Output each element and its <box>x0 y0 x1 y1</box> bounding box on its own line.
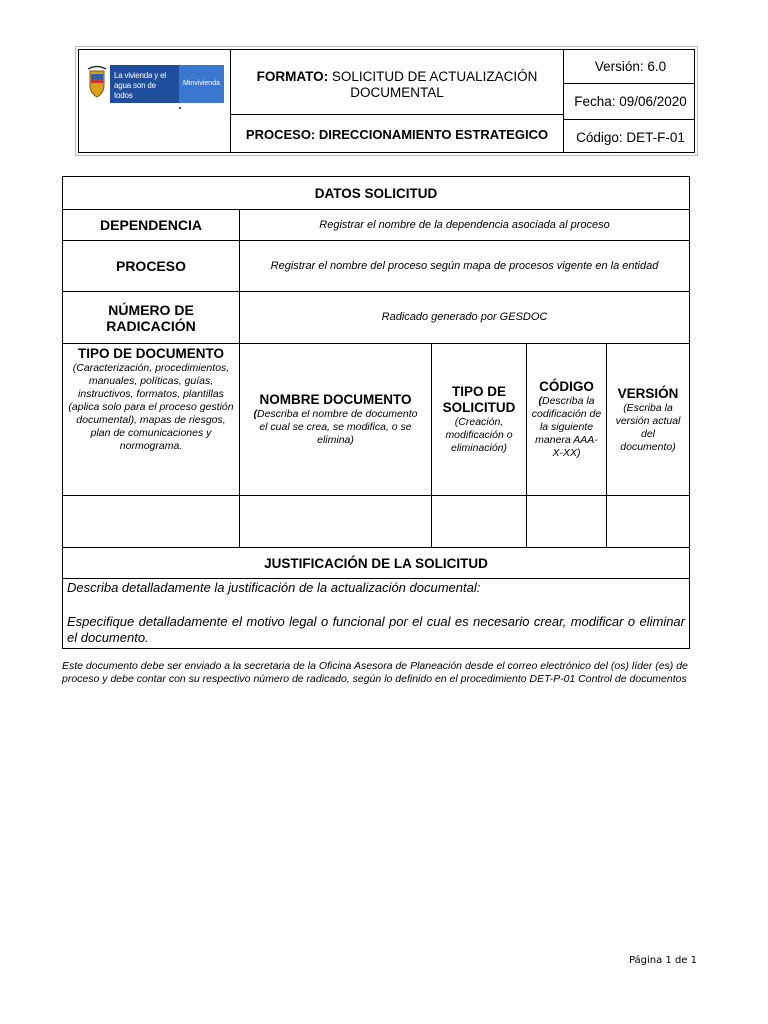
ministry-logo <box>84 65 224 105</box>
logo-dot <box>179 107 181 109</box>
nombre-documento-label: NOMBRE DOCUMENTO <box>259 392 412 407</box>
tipo-documento-header <box>63 344 240 496</box>
dependencia-field[interactable]: Registrar el nombre de la dependencia asociada al proceso <box>240 210 690 241</box>
nombre-documento-input[interactable] <box>240 496 432 548</box>
tipo-documento-hint: (Caracterización, procedimientos, manuales, políticas, guías, instructivos, formatos, plantillas (aplica solo para el proceso gestión documental), mapas de riesgos, plan de comunicaciones y normograma. <box>68 362 234 452</box>
version-label: VERSIÓN <box>617 385 679 401</box>
version-input[interactable] <box>607 496 690 548</box>
process-title: PROCESO: DIRECCIONAMIENTO ESTRATEGICO <box>245 126 549 142</box>
proceso-field[interactable]: Registrar el nombre del proceso según mapa de procesos vigente en la entidad <box>240 241 690 292</box>
tipo-solicitud-hint: (Creación, modificación o eliminación) <box>445 416 513 454</box>
radicacion-label <box>63 292 240 344</box>
codigo-label: CÓDIGO <box>539 379 594 394</box>
tipo-solicitud-label: TIPO DE SOLICITUD <box>442 384 516 415</box>
justificacion-line-2: Especifique detalladamente el motivo legal o funcional por el cual es necesario crear, modificar o eliminar el documento. <box>67 614 685 645</box>
tipo-documento-label: TIPO DE DOCUMENTO <box>77 346 224 361</box>
justificacion-field[interactable] <box>63 579 690 649</box>
submission-note: Este documento debe ser enviado a la secretaria de la Oficina Asesora de Planeación desde el correo electrónico del (os) líder (es) de proceso y debe contar con su respectivo número de radicado, según lo definido en el procedimiento DET-P-01 Control de documentos <box>62 660 688 685</box>
coat-of-arms-icon <box>84 65 110 103</box>
dependencia-label: DEPENDENCIA <box>63 210 240 241</box>
codigo-hint-wrap <box>527 395 606 460</box>
format-title <box>231 50 563 114</box>
date-info: Fecha: 09/06/2020 <box>574 94 687 109</box>
nombre-documento-hint: Describa el nombre de documento el cual se crea, se modifica, o se elimina) <box>256 408 418 446</box>
radicacion-field[interactable]: Radicado generado por GESDOC <box>240 292 690 344</box>
proceso-label: PROCESO <box>63 241 240 292</box>
nombre-documento-header <box>240 344 432 496</box>
codigo-header <box>527 344 607 496</box>
codigo-input[interactable] <box>527 496 607 548</box>
section-title-justificacion: JUSTIFICACIÓN DE LA SOLICITUD <box>63 548 690 579</box>
nombre-documento-hint-open: ( <box>253 408 257 420</box>
format-label: FORMATO: <box>256 69 329 84</box>
tipo-documento-input[interactable] <box>63 496 240 548</box>
tipo-solicitud-header <box>432 344 527 496</box>
document-header <box>75 46 698 156</box>
header-frame <box>78 49 695 153</box>
justificacion-line-1: Describa detalladamente la justificación de la actualización documental: <box>67 580 481 595</box>
section-title-datos: DATOS SOLICITUD <box>63 177 690 210</box>
document-entry-row <box>63 496 690 548</box>
code-info: Código: DET-F-01 <box>576 129 685 145</box>
codigo-hint: Describa la codificación de la siguiente manera AAA-X-XX) <box>531 395 602 459</box>
page-number: Página 1 de 1 <box>628 955 697 966</box>
codigo-hint-open: ( <box>538 395 542 407</box>
version-header <box>607 344 690 496</box>
format-value: SOLICITUD DE ACTUALIZACIÓN DOCUMENTAL <box>331 69 538 100</box>
radicacion-label-text: NÚMERO DE RADICACIÓN <box>106 301 196 334</box>
version-hint: (Escriba la versión actual del documento) <box>615 401 681 453</box>
request-form-table <box>62 176 690 649</box>
nombre-documento-hint-wrap <box>240 408 431 447</box>
tipo-solicitud-input[interactable] <box>432 496 527 548</box>
logo-ministry: Minvivienda <box>179 65 224 103</box>
version-info: Versión: 6.0 <box>594 59 667 74</box>
logo-slogan: La vivienda y el agua son de todos <box>110 65 179 103</box>
